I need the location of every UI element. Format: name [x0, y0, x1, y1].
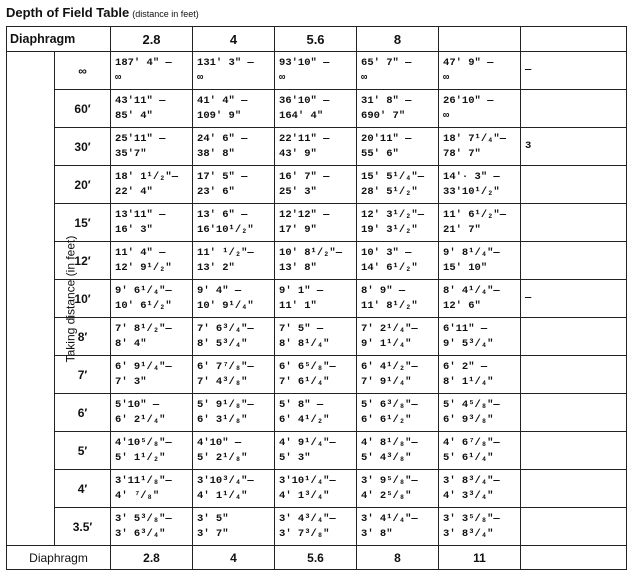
- near-limit: 11′ 6¹/₂″—: [443, 208, 507, 221]
- far-limit: ∞: [197, 71, 204, 84]
- near-limit: 9′ 1″ —: [279, 284, 324, 297]
- dof-cell: [275, 52, 357, 90]
- dof-cell: [521, 166, 627, 204]
- dof-cell: [193, 470, 275, 508]
- far-limit: 12′ 6″: [443, 299, 481, 312]
- dof-cell: [439, 318, 521, 356]
- header-col: [439, 27, 521, 52]
- distance-cell: 4′: [55, 470, 111, 508]
- far-limit: 10′ 9¹/₄″: [197, 299, 254, 312]
- dof-cell: [357, 242, 439, 280]
- far-limit: 3′ 8³/₄″: [443, 527, 494, 540]
- dof-cell: [111, 280, 193, 318]
- dof-cell: [193, 394, 275, 432]
- near-limit: 4′ 8¹/₈″—: [361, 436, 418, 449]
- far-limit: 4′ 2⁵/₈″: [361, 489, 412, 502]
- header-col: 2.8: [111, 27, 193, 52]
- table-wrapper: [6, 26, 576, 574]
- near-limit: 15′ 5¹/₄″—: [361, 170, 425, 183]
- table-row: [7, 432, 627, 470]
- near-limit: 6′ 9¹/₄″—: [115, 360, 172, 373]
- far-limit: 7′ 6¹/₄″: [279, 375, 330, 388]
- far-limit: 16′10¹/₂″: [197, 223, 254, 236]
- table-row: [7, 90, 627, 128]
- title-text: Depth of Field Table: [6, 5, 130, 20]
- far-limit: 8′ 8¹/₄″: [279, 337, 330, 350]
- near-limit: 3′10³/₄″—: [197, 474, 254, 487]
- header-col: 5.6: [275, 27, 357, 52]
- table-row: [7, 280, 627, 318]
- far-limit: 3′ 8″: [361, 527, 393, 540]
- dof-cell: [439, 470, 521, 508]
- footer-col: 11: [439, 546, 521, 570]
- far-limit: 19′ 3¹/₂″: [361, 223, 418, 236]
- dof-cell: [439, 128, 521, 166]
- far-limit: 9′ 5³/₄″: [443, 337, 494, 350]
- near-limit: 3′ 8³/₄″—: [443, 474, 500, 487]
- dof-cell: [439, 242, 521, 280]
- title-subtitle: (distance in feet): [132, 9, 199, 19]
- dof-cell: [521, 318, 627, 356]
- far-limit: 3: [525, 140, 532, 152]
- far-limit: 22′ 4″: [115, 185, 153, 198]
- dof-cell: [521, 356, 627, 394]
- table-row: [7, 470, 627, 508]
- dof-cell: [193, 90, 275, 128]
- near-limit: 18′ 7¹/₄″—: [443, 132, 507, 145]
- near-limit: 4′10″ —: [197, 436, 242, 449]
- near-limit: 11′ ¹/₂″—: [197, 246, 254, 259]
- footer-col: 5.6: [275, 546, 357, 570]
- near-limit: 4′ 6⁷/₈″—: [443, 436, 500, 449]
- table-row: [7, 52, 627, 90]
- near-limit: 4′10⁵/₈″—: [115, 436, 172, 449]
- near-limit: —: [525, 64, 532, 76]
- far-limit: 78′ 7″: [443, 147, 481, 160]
- dof-cell: [193, 356, 275, 394]
- dof-cell: [193, 242, 275, 280]
- near-limit: 9′ 6¹/₄″—: [115, 284, 172, 297]
- far-limit: 13′ 8″: [279, 261, 317, 274]
- far-limit: 3′ 7″: [197, 527, 229, 540]
- far-limit: 35′7″: [115, 147, 147, 160]
- near-limit: 5′10″ —: [115, 398, 160, 411]
- far-limit: ∞: [443, 71, 450, 84]
- near-limit: 22′11″ —: [279, 132, 330, 145]
- header-col-partial: [521, 27, 627, 52]
- near-limit: 12′12″ —: [279, 208, 330, 221]
- dof-cell: [193, 508, 275, 546]
- distance-cell: 60′: [55, 90, 111, 128]
- near-limit: 10′ 3″ —: [361, 246, 412, 259]
- far-limit: 21′ 7″: [443, 223, 481, 236]
- table-row: [7, 394, 627, 432]
- dof-cell: [193, 52, 275, 90]
- dof-cell: [439, 52, 521, 90]
- near-limit: 3′ 5³/₈″—: [115, 512, 172, 525]
- near-limit: 93′10″ —: [279, 56, 330, 69]
- far-limit: ∞: [115, 71, 122, 84]
- near-limit: 26′10″ —: [443, 94, 494, 107]
- far-limit: 8′ 4″: [115, 337, 147, 350]
- near-limit: 14′· 3″ —: [443, 170, 500, 183]
- far-limit: 43′ 9″: [279, 147, 317, 160]
- dof-cell: [111, 90, 193, 128]
- near-limit: 3′ 4³/₄″—: [279, 512, 336, 525]
- distance-cell: 20′: [55, 166, 111, 204]
- far-limit: 7′ 3″: [115, 375, 147, 388]
- footer-col: 8: [357, 546, 439, 570]
- far-limit: 6′ 6¹/₂″: [361, 413, 412, 426]
- far-limit: 25′ 3″: [279, 185, 317, 198]
- distance-cell: 5′: [55, 432, 111, 470]
- near-limit: 31′ 8″ —: [361, 94, 412, 107]
- distance-cell: 30′: [55, 128, 111, 166]
- far-limit: 16′ 3″: [115, 223, 153, 236]
- dof-cell: [111, 242, 193, 280]
- header-row: [7, 27, 627, 52]
- dof-cell: [521, 242, 627, 280]
- table-row: [7, 318, 627, 356]
- table-row: [7, 166, 627, 204]
- dof-cell: [275, 356, 357, 394]
- near-limit: 5′ 9¹/₈″—: [197, 398, 254, 411]
- table-row: [7, 508, 627, 546]
- table-row: [7, 128, 627, 166]
- distance-cell: ∞: [55, 52, 111, 90]
- near-limit: 3′ 3⁵/₈″—: [443, 512, 500, 525]
- side-label-text: Taking distance (in feet): [63, 235, 78, 362]
- near-limit: 6′ 6⁵/₈″—: [279, 360, 336, 373]
- far-limit: 7′ 9¹/₄″: [361, 375, 412, 388]
- near-limit: 6′11″ —: [443, 322, 488, 335]
- far-limit: 17′ 9″: [279, 223, 317, 236]
- near-limit: 187′ 4″ —: [115, 56, 172, 69]
- dof-cell: [357, 90, 439, 128]
- near-limit: 17′ 5″ —: [197, 170, 248, 183]
- far-limit: 6′ 3¹/₈″: [197, 413, 248, 426]
- distance-cell: 12′: [55, 242, 111, 280]
- dof-cell: [193, 318, 275, 356]
- far-limit: 4′ ⁷/₈″: [115, 489, 160, 502]
- near-limit: 3′ 4¹/₄″—: [361, 512, 418, 525]
- dof-cell: [439, 204, 521, 242]
- near-limit: 10′ 8¹/₂″—: [279, 246, 343, 259]
- far-limit: 8′ 5³/₄″: [197, 337, 248, 350]
- far-limit: 85′ 4″: [115, 109, 153, 122]
- dof-cell: [275, 128, 357, 166]
- far-limit: 33′10¹/₂″: [443, 185, 500, 198]
- dof-cell: [275, 166, 357, 204]
- footer-row: [7, 546, 627, 570]
- dof-cell: [193, 128, 275, 166]
- near-limit: 3′ 5″: [197, 512, 229, 525]
- dof-cell: [521, 280, 627, 318]
- dof-cell: [521, 470, 627, 508]
- far-limit: 55′ 6″: [361, 147, 399, 160]
- dof-cell: [357, 52, 439, 90]
- dof-cell: [357, 432, 439, 470]
- near-limit: 3′11¹/₈″—: [115, 474, 172, 487]
- near-limit: 36′10″ —: [279, 94, 330, 107]
- near-limit: 16′ 7″ —: [279, 170, 330, 183]
- dof-cell: [439, 90, 521, 128]
- near-limit: 5′ 4⁵/₈″—: [443, 398, 500, 411]
- dof-cell: [357, 356, 439, 394]
- header-label: Diaphragm: [7, 27, 111, 52]
- near-limit: 4′ 9¹/₄″—: [279, 436, 336, 449]
- dof-cell: [357, 508, 439, 546]
- dof-cell: [111, 432, 193, 470]
- near-limit: 6′ 2″ —: [443, 360, 488, 373]
- near-limit: 25′11″ —: [115, 132, 166, 145]
- table-row: [7, 356, 627, 394]
- footer-col: 2.8: [111, 546, 193, 570]
- near-limit: 3′ 9⁵/₈″—: [361, 474, 418, 487]
- far-limit: 4′ 1¹/₄″: [197, 489, 248, 502]
- far-limit: ∞: [443, 109, 450, 122]
- dof-cell: [521, 432, 627, 470]
- near-limit: 7′ 2¹/₄″—: [361, 322, 418, 335]
- far-limit: 6′ 4¹/₂″: [279, 413, 330, 426]
- near-limit: 18′ 1¹/₂″—: [115, 170, 179, 183]
- near-limit: 6′ 4¹/₂″—: [361, 360, 418, 373]
- dof-cell: [111, 470, 193, 508]
- near-limit: 131′ 3″ —: [197, 56, 254, 69]
- near-limit: 24′ 6″ —: [197, 132, 248, 145]
- dof-cell: [521, 204, 627, 242]
- distance-cell: 6′: [55, 394, 111, 432]
- far-limit: 38′ 8″: [197, 147, 235, 160]
- far-limit: 6′ 9³/₈″: [443, 413, 494, 426]
- far-limit: 109′ 9″: [197, 109, 242, 122]
- dof-cell: [275, 90, 357, 128]
- dof-cell: [275, 432, 357, 470]
- dof-cell: [439, 166, 521, 204]
- dof-cell: [111, 128, 193, 166]
- far-limit: 5′ 3″: [279, 451, 311, 464]
- distance-cell: 8′: [55, 318, 111, 356]
- dof-cell: [439, 356, 521, 394]
- dof-cell: [439, 432, 521, 470]
- near-limit: 9′ 4″ —: [197, 284, 242, 297]
- far-limit: 4′ 1³/₄″: [279, 489, 330, 502]
- near-limit: 5′ 6³/₈″—: [361, 398, 418, 411]
- far-limit: 11′ 8¹/₂″: [361, 299, 418, 312]
- dof-cell: [439, 280, 521, 318]
- dof-cell: [111, 356, 193, 394]
- near-limit: 8′ 4¹/₄″—: [443, 284, 500, 297]
- near-limit: 12′ 3¹/₂″—: [361, 208, 425, 221]
- near-limit: 6′ 7⁷/₈″—: [197, 360, 254, 373]
- near-limit: 9′ 8¹/₄″—: [443, 246, 500, 259]
- distance-cell: 3.5′: [55, 508, 111, 546]
- dof-cell: [111, 394, 193, 432]
- dof-cell: [275, 204, 357, 242]
- near-limit: 41′ 4″ —: [197, 94, 248, 107]
- far-limit: 8′ 1¹/₄″: [443, 375, 494, 388]
- far-limit: 11′ 1″: [279, 299, 317, 312]
- depth-of-field-table: [6, 26, 627, 570]
- taking-distance-label: [7, 52, 78, 546]
- near-limit: 7′ 5″ —: [279, 322, 324, 335]
- near-limit: 11′ 4″ —: [115, 246, 166, 259]
- dof-cell: [275, 394, 357, 432]
- far-limit: 690′ 7″: [361, 109, 406, 122]
- near-limit: 65′ 7″ —: [361, 56, 412, 69]
- near-limit: 13′ 6″ —: [197, 208, 248, 221]
- dof-cell: [521, 52, 627, 90]
- far-limit: 14′ 6¹/₂″: [361, 261, 418, 274]
- dof-cell: [275, 318, 357, 356]
- footer-col: 4: [193, 546, 275, 570]
- dof-cell: [111, 204, 193, 242]
- near-limit: 47′ 9″ —: [443, 56, 494, 69]
- far-limit: 6′ 2¹/₄″: [115, 413, 166, 426]
- dof-cell: [111, 508, 193, 546]
- dof-cell: [193, 280, 275, 318]
- distance-cell: 7′: [55, 356, 111, 394]
- far-limit: 5′ 4³/₈″: [361, 451, 412, 464]
- far-limit: 15′ 10″: [443, 261, 488, 274]
- far-limit: 13′ 2″: [197, 261, 235, 274]
- dof-cell: [521, 90, 627, 128]
- far-limit: 5′ 2¹/₈″: [197, 451, 248, 464]
- dof-cell: [111, 52, 193, 90]
- table-row: [7, 242, 627, 280]
- dof-cell: [275, 242, 357, 280]
- dof-cell: [275, 280, 357, 318]
- near-limit: 7′ 8¹/₂″—: [115, 322, 172, 335]
- dof-cell: [193, 204, 275, 242]
- dof-cell: [357, 318, 439, 356]
- far-limit: 7′ 4³/₈″: [197, 375, 248, 388]
- far-limit: 23′ 6″: [197, 185, 235, 198]
- table-row: [7, 204, 627, 242]
- dof-cell: [111, 166, 193, 204]
- footer-col: [521, 546, 627, 570]
- dof-cell: [111, 318, 193, 356]
- near-limit: 5′ 8″ —: [279, 398, 324, 411]
- far-limit: 12′ 9¹/₂″: [115, 261, 172, 274]
- far-limit: 28′ 5¹/₂″: [361, 185, 418, 198]
- dof-cell: [521, 128, 627, 166]
- dof-cell: [193, 166, 275, 204]
- dof-cell: [357, 394, 439, 432]
- distance-cell: 10′: [55, 280, 111, 318]
- dof-cell: [357, 470, 439, 508]
- table-title: [6, 5, 199, 20]
- far-limit: 3′ 7³/₈″: [279, 527, 330, 540]
- dof-cell: [275, 470, 357, 508]
- dof-cell: [275, 508, 357, 546]
- dof-cell: [439, 508, 521, 546]
- near-limit: 13′11″ —: [115, 208, 166, 221]
- far-limit: ∞: [279, 71, 286, 84]
- dof-cell: [357, 280, 439, 318]
- far-limit: 4′ 3³/₄″: [443, 489, 494, 502]
- near-limit: 8′ 9″ —: [361, 284, 406, 297]
- dof-cell: [357, 128, 439, 166]
- far-limit: 164′ 4″: [279, 109, 324, 122]
- far-limit: 9′ 1¹/₄″: [361, 337, 412, 350]
- dof-cell: [521, 508, 627, 546]
- distance-cell: 15′: [55, 204, 111, 242]
- footer-label: Diaphragm: [7, 546, 111, 570]
- dof-cell: [193, 432, 275, 470]
- near-limit: 7′ 6³/₄″—: [197, 322, 254, 335]
- far-limit: 10′ 6¹/₂″: [115, 299, 172, 312]
- near-limit: —: [525, 292, 532, 304]
- far-limit: 5′ 1¹/₂″: [115, 451, 166, 464]
- dof-cell: [439, 394, 521, 432]
- far-limit: ∞: [361, 71, 368, 84]
- near-limit: 20′11″ —: [361, 132, 412, 145]
- header-col: 4: [193, 27, 275, 52]
- near-limit: 3′10¹/₄″—: [279, 474, 336, 487]
- dof-cell: [357, 204, 439, 242]
- header-col: 8: [357, 27, 439, 52]
- dof-cell: [357, 166, 439, 204]
- dof-cell: [521, 394, 627, 432]
- far-limit: 5′ 6¹/₄″: [443, 451, 494, 464]
- far-limit: 3′ 6³/₄″: [115, 527, 166, 540]
- near-limit: 43′11″ —: [115, 94, 166, 107]
